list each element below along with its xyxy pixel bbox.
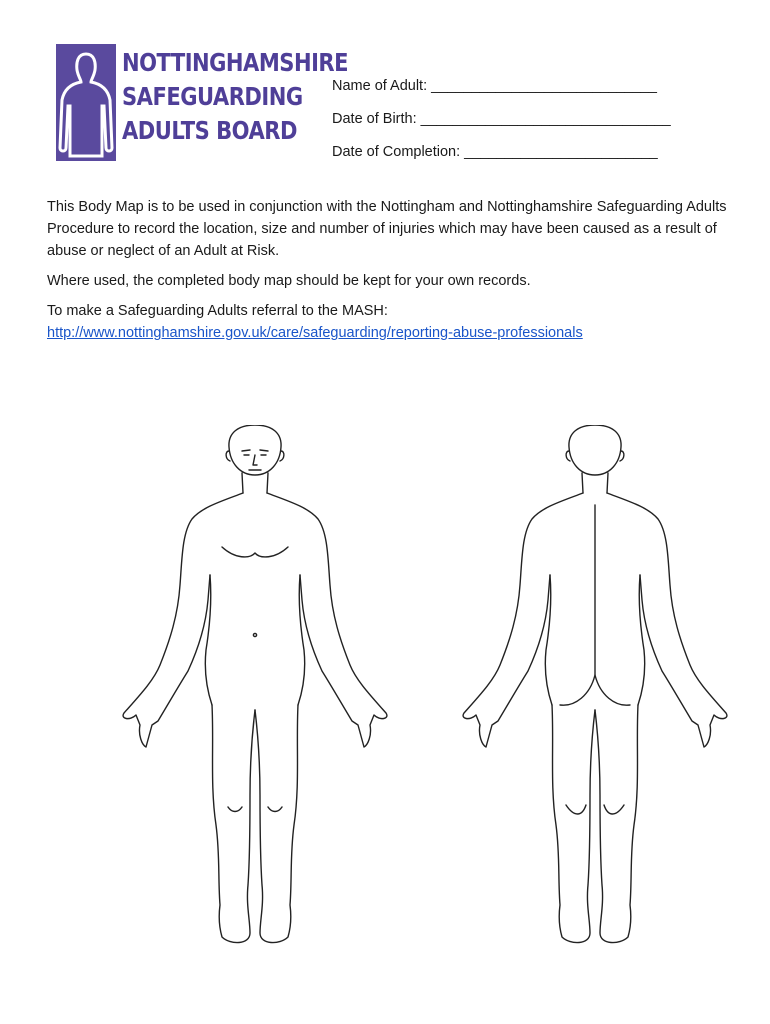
logo-figure-icon	[56, 44, 116, 161]
details-fields	[332, 70, 732, 169]
back-body-outline-icon	[463, 425, 727, 943]
date-of-birth-field[interactable]: Date of Birth: _______________________________	[332, 111, 671, 127]
referral-paragraph	[47, 300, 727, 344]
referral-link[interactable]: http://www.nottinghamshire.gov.uk/care/safeguarding/reporting-abuse-professionals	[47, 325, 583, 341]
referral-text: To make a Safeguarding Adults referral to the MASH:	[47, 303, 388, 319]
intro-paragraph: This Body Map is to be used in conjunction with the Nottingham and Nottinghamshire Safeguarding Adults Procedure to record the location, size and number of injuries which may have been caused as a result of abuse or neglect of an Adult at Risk.	[47, 199, 727, 259]
intro-text	[47, 196, 727, 344]
front-body-outline-icon	[123, 425, 387, 943]
date-of-completion-field[interactable]: Date of Completion: ________________________	[332, 144, 658, 160]
name-of-adult-field[interactable]: Name of Adult: ____________________________	[332, 78, 657, 94]
logo-line-1: NOTTINGHAMSHIRE	[122, 48, 348, 77]
logo-wordmark	[122, 46, 348, 148]
records-paragraph: Where used, the completed body map should be kept for your own records.	[47, 273, 531, 289]
logo-line-2: SAFEGUARDING	[122, 82, 303, 111]
body-map	[110, 425, 740, 970]
board-logo	[54, 42, 348, 164]
logo-line-3: ADULTS BOARD	[122, 116, 297, 145]
